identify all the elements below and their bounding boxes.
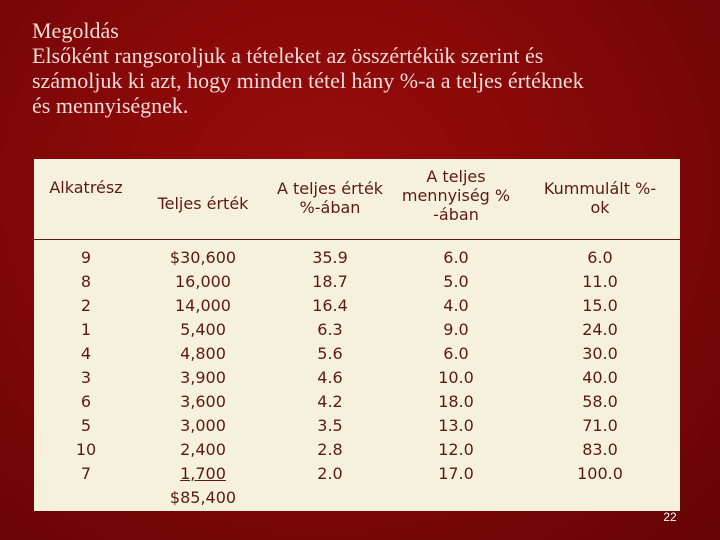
table-cell: 3,000 (180, 416, 226, 435)
intro-text (32, 18, 692, 118)
table-cell: 1,700 (180, 464, 226, 483)
table-cell: 13.0 (438, 416, 474, 435)
table-cell: 16.4 (312, 296, 348, 315)
header-text: %-ában (299, 198, 361, 217)
intro-line: számoljuk ki azt, hogy minden tétel hány %-a a teljes értéknek (32, 68, 584, 93)
table-cell: 4,800 (180, 344, 226, 363)
table-cell: 9 (80, 248, 92, 267)
table-cell: 4.2 (317, 392, 343, 411)
header-text: mennyiség % (401, 186, 511, 205)
table-cell: 6.0 (587, 248, 613, 267)
table-cell: 5.0 (443, 272, 469, 291)
table-cell: 18.0 (438, 392, 474, 411)
table-cell: 11.0 (582, 272, 618, 291)
table-cell: 24.0 (582, 320, 618, 339)
table-cell: 2.0 (317, 464, 343, 483)
header-teljes-ertek (138, 194, 268, 213)
table-cell: 4.0 (443, 296, 469, 315)
data-table (34, 159, 680, 511)
header-alkatresz (34, 178, 138, 197)
table-cell: 17.0 (438, 464, 474, 483)
table-cell: 5.6 (317, 344, 343, 363)
header-text: Kummulált %- (543, 179, 657, 198)
table-cell: 16,000 (175, 272, 231, 291)
table-cell: 30.0 (582, 344, 618, 363)
table-cell: 5,400 (180, 320, 226, 339)
intro-line: Elsőként rangsoroljuk a tételeket az összértékük szerint és (32, 43, 544, 68)
table-cell: 6 (80, 392, 92, 411)
header-text: A teljes (426, 167, 486, 186)
intro-line: és mennyiségnek. (32, 93, 189, 118)
header-text: ok (590, 198, 610, 217)
table-cell: 14,000 (175, 296, 231, 315)
table-cell: 83.0 (582, 440, 618, 459)
table-cell: 4.6 (317, 368, 343, 387)
table-cell: 9.0 (443, 320, 469, 339)
table-cell: 6.3 (317, 320, 343, 339)
table-cell: $30,600 (169, 248, 237, 267)
column-alkatresz (34, 246, 138, 486)
intro-title: Megoldás (32, 18, 119, 43)
table-cell: 2.8 (317, 440, 343, 459)
table-cell: 100.0 (577, 464, 623, 483)
table-cell: 15.0 (582, 296, 618, 315)
table-cell: 6.0 (443, 344, 469, 363)
table-cell: 8 (80, 272, 92, 291)
header-kummulalt-szazalek (520, 179, 680, 217)
header-text: A teljes érték (276, 179, 384, 198)
column-teljes-ertek (138, 246, 268, 510)
table-cell: 71.0 (582, 416, 618, 435)
table-cell: 18.7 (312, 272, 348, 291)
table-cell: 10.0 (438, 368, 474, 387)
column-teljes-ertek-szazalek (268, 246, 392, 486)
table-cell: 1 (80, 320, 92, 339)
header-teljes-ertek-szazalek (268, 179, 392, 217)
page-number: 22 (663, 510, 677, 524)
column-kummulalt-szazalek (520, 246, 680, 486)
table-cell: 10 (75, 440, 97, 459)
table-cell: 3,600 (180, 392, 226, 411)
table-cell: 3 (80, 368, 92, 387)
table-cell: 2,400 (180, 440, 226, 459)
table-cell: 7 (80, 464, 92, 483)
table-cell: 4 (80, 344, 92, 363)
column-teljes-mennyiseg-szazalek (392, 246, 520, 486)
table-cell: 35.9 (312, 248, 348, 267)
table-cell: 6.0 (443, 248, 469, 267)
table-cell: 58.0 (582, 392, 618, 411)
header-divider (34, 239, 680, 240)
header-text: Teljes érték (157, 194, 249, 213)
header-teljes-mennyiseg-szazalek (392, 167, 520, 224)
table-cell: 5 (80, 416, 92, 435)
table-cell: 3.5 (317, 416, 343, 435)
table-cell: 3,900 (180, 368, 226, 387)
header-text: Alkatrész (49, 178, 123, 197)
header-text: -ában (433, 205, 479, 224)
table-cell: 2 (80, 296, 92, 315)
table-cell: 12.0 (438, 440, 474, 459)
table-cell: 40.0 (582, 368, 618, 387)
total-value: $85,400 (169, 488, 237, 507)
